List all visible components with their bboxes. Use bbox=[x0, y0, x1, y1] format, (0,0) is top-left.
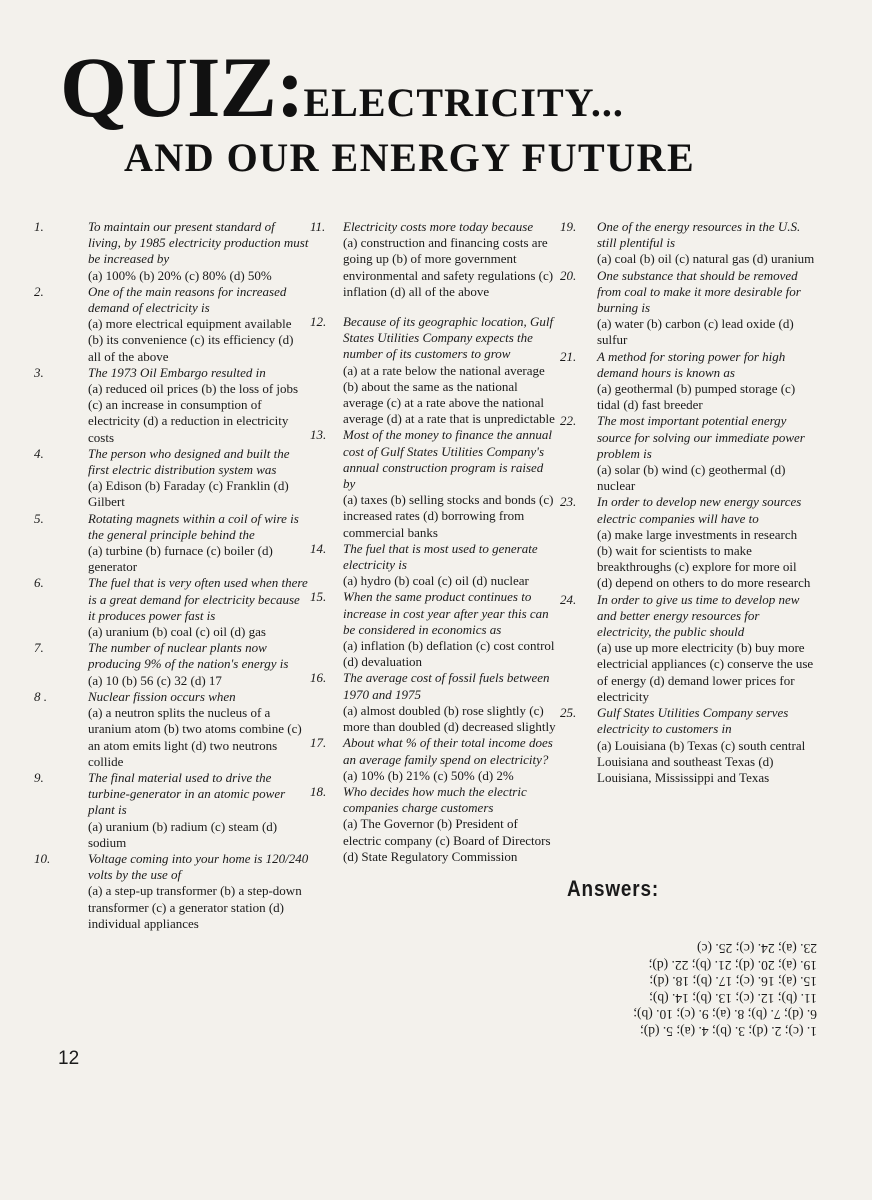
question-options: (a) water (b) carbon (c) lead oxide (d) sulfur bbox=[597, 316, 794, 348]
question-options: (a) The Governor (b) President of electric company (c) Board of Directors (d) State Regulatory Commission bbox=[343, 816, 551, 864]
question-number: 17. bbox=[310, 735, 327, 751]
question-text: To maintain our present standard of living, by 1985 electricity production must be increased by bbox=[88, 219, 309, 267]
question-number: 15. bbox=[310, 589, 327, 605]
quiz-question bbox=[560, 705, 815, 786]
question-options: (a) turbine (b) furnace (c) boiler (d) generator bbox=[88, 543, 273, 575]
question-options: (a) inflation (b) deflation (c) cost control (d) devaluation bbox=[343, 638, 555, 670]
question-number: 14. bbox=[310, 540, 327, 556]
question-number: 2. bbox=[34, 283, 44, 299]
question-number: 9. bbox=[34, 769, 44, 785]
quiz-question bbox=[560, 219, 815, 268]
question-text: Because of its geographic location, Gulf States Utilities Company expects the number of its customers to grow bbox=[343, 314, 554, 362]
answer-line: 11. (b); 12. (c); 13. (b); 14. (b); bbox=[649, 991, 817, 1006]
question-text: Voltage coming into your home is 120/240 volts by the use of bbox=[88, 850, 309, 883]
question-text: The person who designed and built the first electric distribution system was bbox=[88, 445, 290, 478]
question-text: Rotating magnets within a coil of wire is the general principle behind the bbox=[88, 510, 299, 542]
question-number: 6. bbox=[34, 575, 44, 591]
question-text: Who decides how much the electric companies charge customers bbox=[343, 783, 527, 816]
quiz-question bbox=[560, 413, 815, 494]
question-options: (a) make large investments in research (b) wait for scientists to make breakthroughs (c) explore for more oil (d) depend on others to do more research bbox=[597, 526, 811, 591]
question-number: 11. bbox=[310, 219, 326, 234]
question-options: (a) taxes (b) selling stocks and bonds (c) increased rates (d) borrowing from commercial banks bbox=[343, 492, 554, 540]
question-text: One of the energy resources in the U.S. still plentiful is bbox=[597, 219, 801, 251]
question-text: In order to give us time to develop new and better energy resources for electricity, the public should bbox=[597, 591, 800, 640]
quiz-question bbox=[34, 446, 309, 511]
question-options: (a) a step-up transformer (b) a step-down transformer (c) a generator station (d) individual appliances bbox=[88, 883, 302, 931]
question-text: The average cost of fossil fuels between 1970 and 1975 bbox=[343, 670, 550, 702]
quiz-question bbox=[34, 219, 309, 284]
title-quiz: QUIZ: bbox=[60, 39, 304, 135]
question-number: 3. bbox=[34, 364, 44, 380]
question-text: Most of the money to finance the annual cost of Gulf States Utilities Company's annual construction program is raised by bbox=[343, 427, 553, 492]
question-number: 10. bbox=[34, 850, 51, 866]
question-number: 19. bbox=[560, 219, 577, 234]
question-options: (a) 10% (b) 21% (c) 50% (d) 2% bbox=[343, 767, 514, 783]
quiz-question bbox=[34, 575, 309, 640]
question-number: 5. bbox=[34, 510, 44, 526]
question-options: (a) 100% (b) 20% (c) 80% (d) 50% bbox=[88, 267, 272, 283]
title-line-2: AND OUR ENERGY FUTURE bbox=[124, 135, 696, 180]
question-number: 13. bbox=[310, 427, 327, 443]
quiz-question bbox=[34, 770, 309, 851]
question-text: The fuel that is very often used when there is a great demand for electricity because it produces power fast is bbox=[88, 575, 308, 623]
quiz-question bbox=[34, 689, 309, 770]
question-text: When the same product continues to increase in cost year after year this can be considered in economics as bbox=[343, 589, 549, 637]
answers-key-upside-down bbox=[567, 940, 817, 1039]
quiz-question bbox=[34, 640, 309, 689]
question-text: The fuel that is most used to generate electricity is bbox=[343, 540, 538, 573]
quiz-question bbox=[310, 589, 558, 670]
question-number: 24. bbox=[560, 591, 577, 607]
page-number: 12 bbox=[58, 1048, 80, 1069]
answer-line: 6. (d); 7. (b); 8. (a); 9. (c); 10. (b); bbox=[633, 1007, 817, 1023]
question-number: 12. bbox=[310, 314, 327, 330]
question-number: 23. bbox=[560, 494, 577, 510]
page-title bbox=[60, 39, 624, 135]
question-number: 7. bbox=[34, 640, 44, 656]
answer-line: 23. (a); 24. (c); 25. (c) bbox=[697, 941, 817, 957]
question-number: 18. bbox=[310, 783, 327, 799]
quiz-question bbox=[310, 314, 558, 427]
quiz-question bbox=[310, 670, 558, 735]
answer-line: 1. (c); 2. (d); 3. (b); 4. (a); 5. (d); bbox=[640, 1024, 817, 1039]
question-column-3 bbox=[560, 219, 815, 786]
question-options: (a) 10 (b) 56 (c) 32 (d) 17 bbox=[88, 672, 222, 688]
title-subtitle: ELECTRICITY... bbox=[303, 80, 624, 125]
question-options: (a) Louisiana (b) Texas (c) south central Louisiana and southeast Texas (d) Louisiana, Mississippi and Texas bbox=[597, 737, 806, 785]
question-options: (a) a neutron splits the nucleus of a uranium atom (b) two atoms combine (c) an atom emits light (d) two neutrons collide bbox=[88, 705, 302, 769]
quiz-question bbox=[310, 219, 558, 300]
question-column-2 bbox=[310, 219, 558, 865]
quiz-question bbox=[310, 735, 558, 784]
answer-line: 15. (a); 16. (c); 17. (b); 18. (d); bbox=[649, 974, 817, 990]
question-text: About what % of their total income does an average family spend on electricity? bbox=[343, 735, 553, 767]
quiz-question bbox=[34, 365, 309, 446]
question-options: (a) geothermal (b) pumped storage (c) tidal (d) fast breeder bbox=[597, 381, 796, 413]
quiz-question bbox=[34, 284, 309, 365]
question-options: (a) uranium (b) coal (c) oil (d) gas bbox=[88, 624, 266, 640]
question-text: The 1973 Oil Embargo resulted in bbox=[88, 364, 266, 380]
quiz-question bbox=[560, 592, 815, 705]
question-options: (a) at a rate below the national average (b) about the same as the national average (c) at a rate above the national average (d) at a rate that is unpredictable bbox=[343, 362, 555, 427]
question-text: Gulf States Utilities Company serves electricity to customers in bbox=[597, 705, 789, 737]
question-number: 8 . bbox=[34, 688, 47, 704]
question-text: Nuclear fission occurs when bbox=[88, 688, 236, 704]
question-options: (a) solar (b) wind (c) geothermal (d) nuclear bbox=[597, 462, 786, 494]
question-options: (a) reduced oil prices (b) the loss of jobs (c) an increase in consumption of electricity (d) a reduction in electricity costs bbox=[88, 381, 299, 445]
question-number: 1. bbox=[34, 219, 44, 234]
question-spacer bbox=[310, 300, 558, 314]
question-options: (a) use up more electricity (b) buy more electricial appliances (c) conserve the use of energy (d) demand lower prices for electricity bbox=[597, 640, 814, 704]
question-text: One substance that should be removed from coal to make it more desirable for burning is bbox=[597, 267, 801, 316]
answer-line: 19. (a); 20. (d); 21. (b); 22. (d); bbox=[648, 958, 817, 973]
question-number: 4. bbox=[34, 445, 44, 461]
question-options: (a) Edison (b) Faraday (c) Franklin (d) Gilbert bbox=[88, 478, 289, 510]
question-options: (a) uranium (b) radium (c) steam (d) sodium bbox=[88, 818, 278, 850]
quiz-question bbox=[560, 268, 815, 349]
quiz-question bbox=[310, 784, 558, 865]
question-number: 22. bbox=[560, 413, 577, 429]
question-text: The final material used to drive the turbine-generator in an atomic power plant is bbox=[88, 769, 286, 818]
quiz-question bbox=[34, 851, 309, 932]
question-text: In order to develop new energy sources electric companies will have to bbox=[597, 494, 802, 526]
quiz-question bbox=[560, 349, 815, 414]
quiz-question bbox=[310, 427, 558, 540]
quiz-question bbox=[310, 541, 558, 590]
question-options: (a) coal (b) oil (c) natural gas (d) uranium bbox=[597, 251, 815, 267]
quiz-question bbox=[560, 494, 815, 591]
question-text: The number of nuclear plants now producing 9% of the nation's energy is bbox=[88, 640, 289, 672]
question-options: (a) hydro (b) coal (c) oil (d) nuclear bbox=[343, 573, 529, 589]
question-text: Electricity costs more today because bbox=[343, 219, 534, 234]
question-options: (a) almost doubled (b) rose slightly (c) more than doubled (d) decreased slightly bbox=[343, 702, 556, 735]
question-number: 21. bbox=[560, 348, 577, 364]
question-text: A method for storing power for high demand hours is known as bbox=[597, 348, 786, 380]
question-text: One of the main reasons for increased demand of electricity is bbox=[88, 283, 287, 316]
question-text: The most important potential energy source for solving our immediate power problem is bbox=[597, 413, 805, 461]
question-column-1 bbox=[34, 219, 309, 932]
answers-heading: Answers: bbox=[567, 876, 660, 901]
question-options: (a) more electrical equipment available (b) its convenience (c) its efficiency (d) all of the above bbox=[88, 316, 294, 364]
question-number: 16. bbox=[310, 670, 327, 686]
question-options: (a) construction and financing costs are going up (b) of more government environmental and safety regulations (c) inflation (d) all of the above bbox=[343, 235, 554, 299]
question-number: 25. bbox=[560, 705, 577, 721]
question-number: 20. bbox=[560, 267, 577, 283]
quiz-question bbox=[34, 511, 309, 576]
